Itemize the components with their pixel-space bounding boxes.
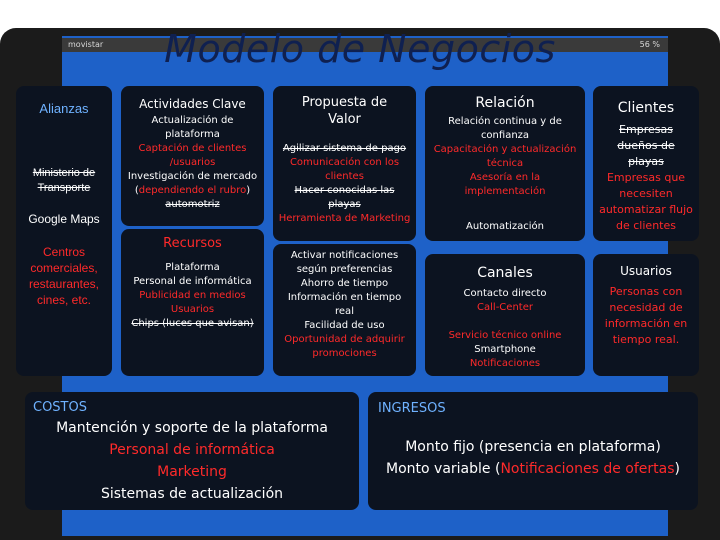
canales-box [425, 254, 585, 376]
propuesta-line: Hacer conocidas las playas [294, 185, 395, 210]
recursos-line: Chips (luces que avisan) [131, 318, 254, 329]
page-title: Modelo de Negocios [164, 27, 556, 71]
actividades-heading: Actividades Clave [139, 97, 246, 111]
alianzas-item: Ministerio de Transporte [32, 167, 96, 194]
propuesta-line: Oportunidad de adquirir promociones [284, 334, 405, 359]
costos-box [25, 392, 359, 510]
relacion-line: Capacitación y actualización técnica [433, 144, 577, 169]
usuarios-line: Personas con necesidad de información en tiempo real. [604, 285, 688, 346]
recursos-line: Plataforma [165, 262, 220, 273]
canales-heading: Canales [477, 265, 533, 281]
usuarios-box [593, 254, 699, 376]
clientes-heading: Clientes [617, 100, 675, 116]
propuesta-extra-box [273, 244, 416, 376]
actividades-line: Actualización de plataforma [151, 115, 234, 140]
relacion-heading: Relación [475, 95, 535, 111]
recursos-heading: Recursos [163, 236, 222, 251]
propuesta-line: Agilizar sistema de pago [282, 143, 407, 154]
propuesta-heading: Propuesta de Valor [301, 95, 388, 127]
recursos-box [121, 229, 264, 376]
ingresos-line: Monto fijo (presencia en plataforma) [405, 439, 661, 455]
usuarios-heading: Usuarios [620, 264, 672, 278]
costos-heading: COSTOS [33, 400, 87, 415]
costos-line: Sistemas de actualización [100, 486, 284, 502]
actividades-line: ) [246, 185, 251, 196]
actividades-line: Investigación de mercado ( [127, 171, 258, 196]
relacion-line: Asesoría en la implementación [464, 172, 546, 197]
relacion-line: Relación continua y de confianza [448, 116, 562, 141]
ingresos-line: Monto variable ( [386, 461, 501, 477]
costos-line: Marketing [157, 464, 227, 480]
clientes-line: Empresas dueños de playas [617, 123, 675, 168]
propuesta-line: Información en tiempo real [287, 292, 402, 317]
costos-line: Personal de informática [109, 442, 275, 458]
actividades-box [121, 86, 264, 226]
recursos-line: Usuarios [170, 304, 215, 315]
canales-line: Smartphone [474, 344, 536, 355]
clientes-box [593, 86, 699, 241]
alianzas-box [16, 86, 112, 376]
relacion-line: Automatización [466, 221, 544, 232]
recursos-line: Publicidad en medios [139, 290, 246, 301]
alianzas-item: Google Maps [28, 212, 100, 226]
ingresos-line: ) [674, 461, 680, 477]
actividades-line: Captación de clientes /usuarios [138, 143, 247, 168]
carrier-label: movistar [68, 40, 104, 49]
actividades-line: dependiendo el rubro [138, 185, 247, 196]
ingresos-line: Notificaciones de ofertas [500, 461, 675, 477]
alianzas-heading: Alianzas [39, 101, 89, 116]
recursos-line: Personal de informática [133, 276, 252, 287]
costos-line: Mantención y soporte de la plataforma [56, 420, 328, 436]
canales-line: Contacto directo [463, 288, 547, 299]
ingresos-heading: INGRESOS [378, 401, 446, 416]
actividades-line: automotriz [165, 199, 220, 210]
propuesta-line: Herramienta de Marketing [278, 213, 411, 224]
clientes-line: Empresas que necesiten automatizar flujo de clientes [599, 171, 693, 232]
relacion-box [425, 86, 585, 241]
canales-line: Notificaciones [469, 358, 541, 369]
alianzas-item: Centros comerciales, restaurantes, cines, etc. [28, 245, 100, 307]
propuesta-line: Comunicación con los clientes [289, 157, 400, 182]
propuesta-line: Activar notificaciones según preferencias [290, 250, 399, 275]
battery-label: 56 % [639, 40, 660, 49]
propuesta-line: Ahorro de tiempo [300, 278, 389, 289]
canales-line: Servicio técnico online [448, 330, 562, 341]
propuesta-box [273, 86, 416, 241]
canales-line: Call-Center [477, 302, 533, 313]
propuesta-line: Facilidad de uso [304, 320, 385, 331]
ingresos-box [368, 392, 698, 510]
